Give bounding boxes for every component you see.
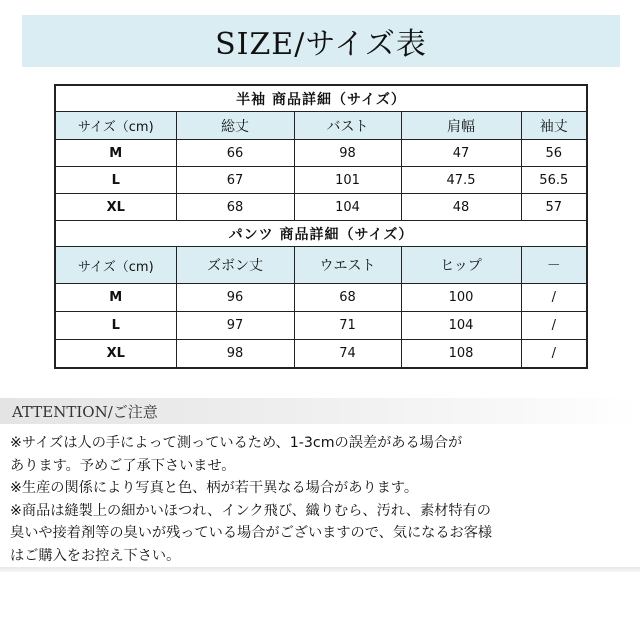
table-row [55,284,587,312]
tops-shoulder-cell: 48 [401,194,521,221]
table-row [55,340,587,369]
pants-waist-cell: 71 [294,312,401,340]
table-row [55,194,587,221]
tops-header-row [55,112,587,140]
pants-hip-cell: 100 [401,284,521,312]
tops-section-row [55,85,587,112]
pants-section-title: パンツ 商品詳細（サイズ） [55,221,587,247]
table-row [55,167,587,194]
tops-shoulder-cell: 47 [401,140,521,167]
tops-shoulder-cell: 47.5 [401,167,521,194]
tops-sleeve-cell: 56 [521,140,587,167]
tops-header-shoulder: 肩幅 [401,112,521,140]
pants-header-size: サイズ（cm) [55,247,176,284]
tops-bust-cell: 98 [294,140,401,167]
pants-size-cell: M [55,284,176,312]
table-row [55,312,587,340]
pants-hip-cell: 108 [401,340,521,369]
pants-waist-cell: 68 [294,284,401,312]
note-line: 臭いや接着剤等の臭いが残っている場合がございますので、気になるお客様 [10,525,493,542]
tops-length-cell: 66 [176,140,294,167]
pants-header-waist: ウエスト [294,247,401,284]
pants-size-cell: L [55,312,176,340]
pants-blank-cell: / [521,340,587,369]
tops-bust-cell: 104 [294,194,401,221]
footer-divider [0,567,640,572]
pants-section-row [55,221,587,247]
note-line: ※生産の関係により写真と色、柄が若干異なる場合があります。 [10,480,419,497]
tops-length-cell: 67 [176,167,294,194]
size-table [54,84,588,369]
attention-notes [10,432,635,568]
pants-header-blank: － [521,247,587,284]
pants-blank-cell: / [521,312,587,340]
tops-size-cell: XL [55,194,176,221]
pants-length-cell: 96 [176,284,294,312]
note-line: ※商品は縫製上の細かいほつれ、インク飛び、織りむら、汚れ、素材特有の [10,502,491,519]
tops-header-sleeve: 袖丈 [521,112,587,140]
tops-bust-cell: 101 [294,167,401,194]
tops-header-size: サイズ（cm) [55,112,176,140]
note-line: あります。予めご了承下さいませ。 [10,457,236,474]
tops-size-cell: L [55,167,176,194]
pants-header-hip: ヒップ [401,247,521,284]
attention-heading: ATTENTION/ご注意 [0,398,640,424]
note-line: ※サイズは人の手によって測っているため、1-3cmの誤差がある場合が [10,435,463,451]
tops-sleeve-cell: 56.5 [521,167,587,194]
tops-sleeve-cell: 57 [521,194,587,221]
pants-header-row [55,247,587,284]
tops-section-title: 半袖 商品詳細（サイズ） [55,85,587,112]
pants-waist-cell: 74 [294,340,401,369]
pants-blank-cell: / [521,284,587,312]
pants-size-cell: XL [55,340,176,369]
pants-length-cell: 98 [176,340,294,369]
table-row [55,140,587,167]
tops-size-cell: M [55,140,176,167]
pants-header-length: ズボン丈 [176,247,294,284]
pants-hip-cell: 104 [401,312,521,340]
tops-length-cell: 68 [176,194,294,221]
page-title: SIZE/サイズ表 [22,15,620,67]
pants-length-cell: 97 [176,312,294,340]
tops-header-bust: バスト [294,112,401,140]
note-line: はご購入をお控え下さい。 [10,547,181,564]
tops-header-length: 総丈 [176,112,294,140]
